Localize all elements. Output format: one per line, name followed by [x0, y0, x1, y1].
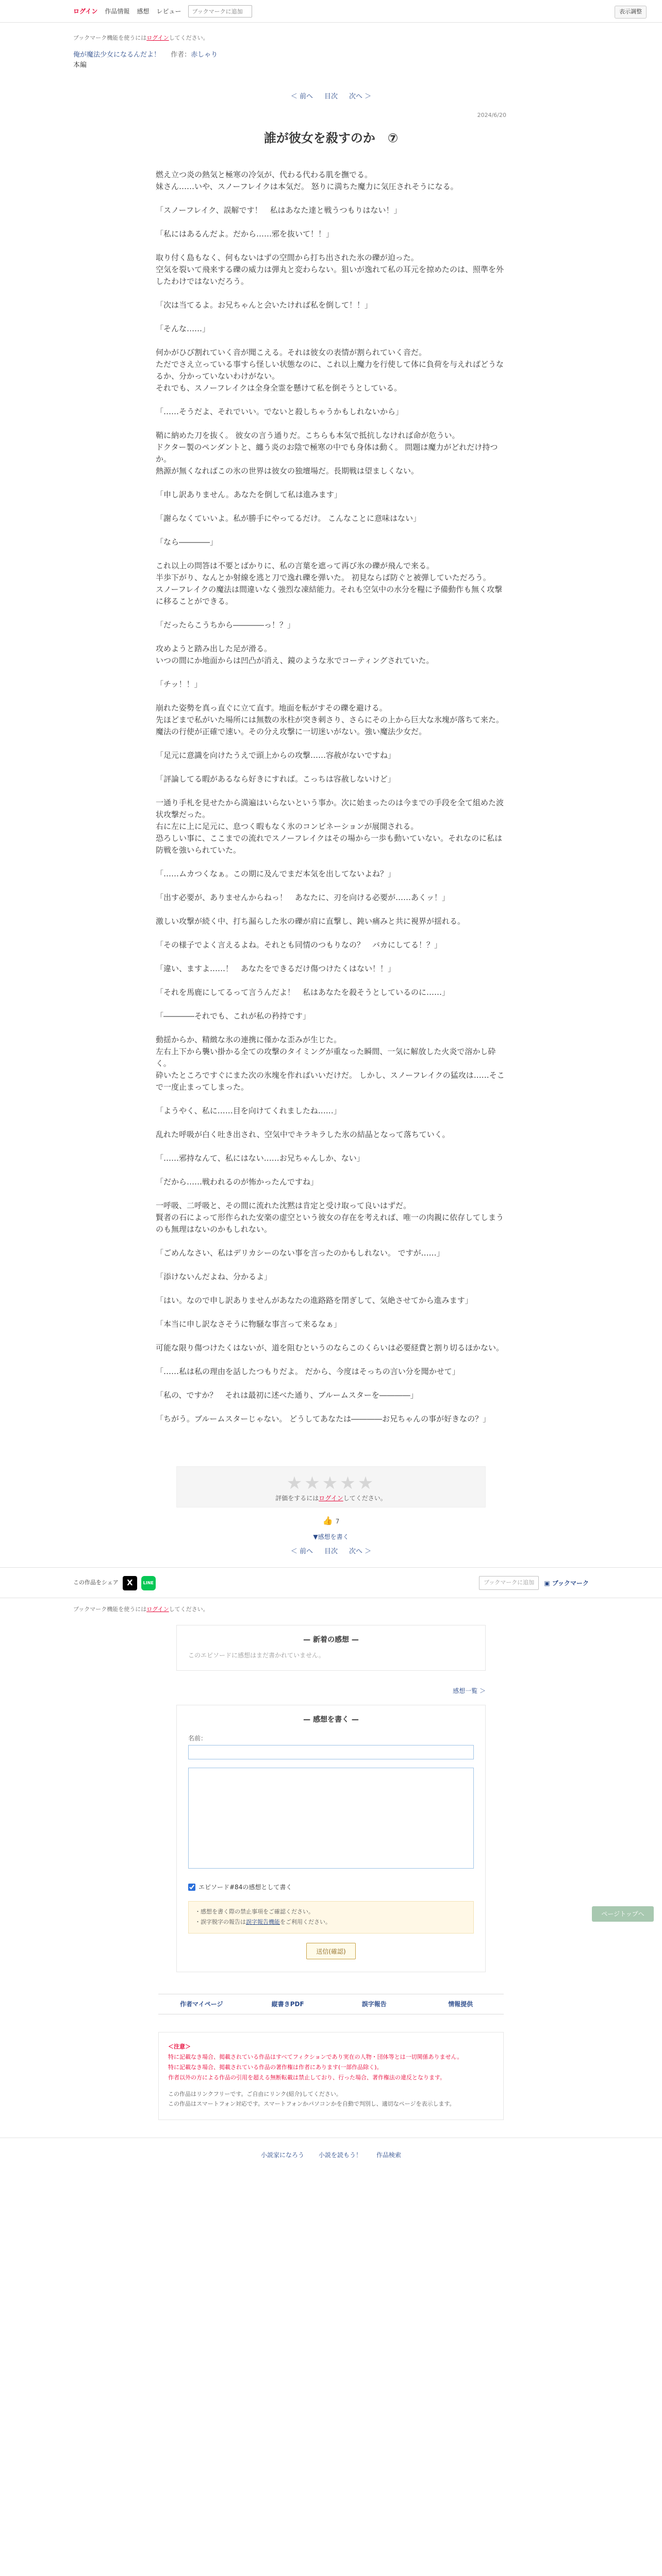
reaction-count: 7	[335, 1518, 340, 1526]
novel-paragraph: 「評論してる暇があるなら好きにすれば。こっちは容赦しないけど」	[156, 774, 395, 784]
novel-paragraph	[156, 975, 506, 987]
novel-paragraph: 崩れた姿勢を真っ直ぐに立て直す。地面を転がすその礫を避ける。	[156, 703, 387, 713]
novel-paragraph: 一呼吸、二呼吸と、その間に流れた沈黙は肯定と受け取って良いはずだ。	[156, 1201, 411, 1211]
novel-paragraph	[156, 690, 506, 702]
novel-paragraph: 「はい。なので申し訳ありませんがあなたの進路路を閉ぎして、気絶させてから進みます」	[156, 1296, 473, 1306]
novel-paragraph: 「謝らなくていいよ。私が勝手にやってるだけ。 こんなことに意味はない」	[156, 514, 421, 523]
display-settings-button[interactable]: 表示調整	[615, 6, 647, 19]
novel-paragraph	[156, 904, 506, 916]
episode-checkbox[interactable]	[188, 1884, 195, 1891]
novel-paragraph: 激しい攻撃が続く中、打ち漏らした氷の礫が肩に直撃し、鈍い痛みと共に視界が揺れる。	[156, 917, 466, 926]
caution-red-line: 特に記載なき場合、掲載されている作品の著作権は作者にあります(一部作品除く)。	[168, 2063, 383, 2071]
novel-paragraph: 「スノーフレイク、誤解です！ 私はあなた達と戦うつもりはない！」	[156, 206, 402, 215]
star-icon[interactable]: ★	[357, 1473, 376, 1494]
novel-paragraph: 「だから……戦われるのが怖かったんですね」	[156, 1177, 319, 1187]
episode-checkbox-row[interactable]: エピソード#84の感想として書く	[188, 1883, 474, 1892]
thumbs-up-icon: 👍	[322, 1516, 333, 1526]
novel-paragraph: 乱れた呼吸が白く吐き出され、空気中でキラキラした氷の結晶となって落ちていく。	[156, 1130, 450, 1140]
share-toolbar	[0, 1567, 662, 1598]
novel-paragraph: 魔法の行使が正確で速い。その分え攻撃に一切迷いがない。強い魔法少女だ。	[156, 727, 427, 737]
novel-paragraph: 砕いたところですぐにまた次の氷塊を作ればいいだけだ。 しかし、スノーフレイクの猛攻は……そこで一度止まってしまった。	[156, 1071, 505, 1092]
novel-paragraph	[156, 1378, 506, 1389]
author-link[interactable]: 赤しゃり	[191, 50, 218, 59]
submit-button[interactable]: 送信(確認)	[306, 1943, 356, 1959]
novel-paragraph	[156, 548, 506, 560]
prev-link[interactable]: ＜ 前へ	[290, 93, 313, 101]
novel-paragraph	[156, 856, 506, 868]
bookmark-add-disabled[interactable]: ブックマークに追加	[479, 1576, 539, 1590]
novel-paragraph	[156, 1330, 506, 1342]
novel-paragraph	[156, 1259, 506, 1271]
novel-paragraph: 右に左に上に足元に、息つく暇もなく氷のコンビネーションが展開される。	[156, 822, 419, 832]
novel-paragraph	[156, 1022, 506, 1034]
caution-gray-line: この作品はリンクフリーです。ご自由にリンク(紹介)してください。	[168, 2090, 342, 2097]
info-report-link[interactable]: 情報提供	[448, 2001, 473, 2008]
novel-paragraph: 半歩下がり、なんとか射線を逃と刀で逸れ礫を弾いた。 初見ならば防ぐと被弾していただろう。	[156, 573, 491, 583]
caution-box	[158, 2032, 504, 2120]
novel-paragraph	[156, 927, 506, 939]
next-link[interactable]: 次へ ＞	[349, 93, 372, 101]
novel-paragraph: 動揺からか、精緻な氷の連携に僅かな歪みが生じた。	[156, 1035, 342, 1045]
vertical-pdf-link[interactable]: 縦書きPDF	[271, 2001, 304, 2008]
nav-reviews[interactable]: レビュー	[156, 8, 181, 15]
typo-report-link[interactable]: 誤字報告機能	[246, 1919, 280, 1926]
novel-paragraph	[156, 1307, 506, 1318]
bookmark-icon: ▣	[544, 1579, 552, 1587]
novel-paragraph	[156, 880, 506, 892]
notice-login-link[interactable]: ログイン	[146, 1605, 169, 1613]
novel-paragraph: 「チッ！！」	[156, 680, 202, 689]
impressions-list-link[interactable]: 感想一覧 ＞	[453, 1687, 486, 1695]
prev-link[interactable]: ＜ 前へ	[290, 1548, 313, 1556]
bookmark-notice: ブックマーク機能を使うにはログインしてください。	[73, 35, 209, 41]
novel-body	[156, 169, 506, 1425]
novel-paragraph: 「違い、ますよ……！ あなたをできるだけ傷つけたくはない！！」	[156, 964, 396, 974]
reaction-button[interactable]	[0, 1515, 662, 1527]
nav-impressions[interactable]: 感想	[137, 8, 150, 15]
novel-paragraph	[156, 1164, 506, 1176]
novel-paragraph: 先ほどまで私がいた場所には無数の氷柱が突き刺さり、さらにその上から巨大な氷塊が落ちて来た。	[156, 715, 504, 725]
star-icon[interactable]: ★	[322, 1473, 340, 1494]
author-mypage-link[interactable]: 作者マイページ	[179, 2001, 223, 2008]
novel-paragraph	[156, 998, 506, 1010]
novel-paragraph: 左右上下から襲い掛かる全ての攻撃のタイミングが重なった瞬間、一気に解放した火炎で溶かし砕く。	[156, 1047, 496, 1069]
novel-paragraph: 「本当に申し訳なさそうに物騒な事言って来るなぁ」	[156, 1319, 342, 1329]
novel-paragraph	[156, 477, 506, 489]
toc-link[interactable]: 目次	[324, 1548, 338, 1556]
novel-paragraph	[156, 335, 506, 347]
caution-red-line: 特に記載なき場合、掲載されている作品はすべてフィクションであり実在の人物・団体等とは一切関係ありません。	[168, 2054, 463, 2061]
write-impression-link[interactable]: ▼感想を書く	[313, 1533, 349, 1541]
novel-paragraph: 「次は当てるよ。お兄ちゃんと会いたければ私を倒して！！」	[156, 300, 373, 310]
novel-paragraph: 「添けないんだよね、分かるよ」	[156, 1272, 272, 1282]
publish-date: 2024/6/20	[477, 111, 506, 118]
novel-paragraph	[156, 1235, 506, 1247]
novel-paragraph: 賢者の石によって形作られた安楽の虚空という彼女の存在を考えれば、唯一の肉親に依存してしまうのも無理はないのかもしれない。	[156, 1213, 504, 1234]
share-x-icon[interactable]: X	[123, 1576, 137, 1590]
novel-paragraph	[156, 240, 506, 252]
toc-link[interactable]: 目次	[324, 93, 338, 101]
name-input[interactable]	[188, 1745, 474, 1759]
pager-top	[0, 71, 662, 107]
novel-paragraph: これ以上の問答は不要とばかりに、私の言葉を遮って再び氷の礫が飛んで来る。	[156, 561, 435, 571]
rating-stars[interactable]	[177, 1473, 485, 1494]
novel-paragraph	[156, 1401, 506, 1413]
bookmark-add-field[interactable]	[188, 5, 252, 18]
impression-form-title: — 感想を書く —	[303, 1716, 359, 1724]
novel-paragraph: 恐ろしい事に、ここまでの流れでスノーフレイクはその場から一歩も動いていない。それなのに私は防戦を強いられていた。	[156, 834, 503, 855]
novel-paragraph	[156, 761, 506, 773]
share-line-icon[interactable]: LINE	[141, 1576, 156, 1590]
rating-box	[176, 1466, 486, 1507]
novel-paragraph	[156, 524, 506, 536]
latest-impressions-title: — 新着の感想 —	[303, 1636, 359, 1645]
pager-bottom	[0, 1541, 662, 1567]
novel-paragraph	[156, 738, 506, 750]
novel-paragraph	[156, 1141, 506, 1153]
novel-paragraph: 熱源が無くなればこの氷の世界は彼女の独壇場だ。長期戦は望ましくない。	[156, 466, 419, 476]
series-info	[73, 50, 589, 72]
novel-paragraph	[156, 1117, 506, 1129]
novel-paragraph	[156, 667, 506, 679]
novel-paragraph: 「ごめんなさい、私はデリカシーのない事を言ったのかもしれない。 ですが……」	[156, 1248, 444, 1258]
novel-paragraph: 一通り手札を見せたから満遍はいらないという事か。次に始まったのは今までの手段を全て組めた波状攻撃だった。	[156, 798, 504, 820]
novel-paragraph: 「ちがう。ブルームスターじゃない。 どうしてあなたは――――お兄ちゃんの事が好きなの？」	[156, 1414, 491, 1424]
novel-paragraph: 「申し訳ありません。あなたを倒して私は進みます」	[156, 490, 342, 500]
novel-paragraph	[156, 501, 506, 513]
novel-paragraph: 「そんな……」	[156, 324, 210, 334]
novel-paragraph	[156, 287, 506, 299]
novel-paragraph: 妹さん……いや、スノーフレイクは本気だ。 怒りに満ちた魔力に気圧されそうになる。	[156, 182, 458, 192]
novel-paragraph	[156, 311, 506, 323]
site-link-narou[interactable]: 小説家になろう	[260, 2151, 304, 2159]
novel-paragraph: 「……私は私の理由を話したつもりだよ。 だから、今度はそっちの言い分を聞かせて」	[156, 1367, 460, 1377]
novel-paragraph: 「――――それでも、これが私の矜持です」	[156, 1011, 311, 1021]
impression-textarea[interactable]	[188, 1768, 474, 1869]
rating-note: 評価をするにはログインしてください。	[275, 1495, 387, 1502]
novel-paragraph	[156, 394, 506, 406]
login-link[interactable]: ログイン	[73, 8, 98, 15]
novel-paragraph	[156, 631, 506, 643]
novel-paragraph: 「……邪持なんて、私にはない……お兄ちゃんしか、ない」	[156, 1154, 365, 1163]
novel-paragraph: 燃え立つ炎の熱気と極寒の冷気が、代わる代わる肌を撫でる。	[156, 170, 373, 180]
novel-paragraph: 空気を裂いて飛来する礫の威力は弾丸と変わらない。狙いが逸れて私の耳元を掠めたのは、照準を外したわけではないだろう。	[156, 265, 504, 286]
share-label: この作品をシェア	[73, 1579, 119, 1586]
novel-paragraph: 「出す必要が、ありませんからねっ！ あなたに、刃を向ける必要が……あくッ！」	[156, 893, 450, 903]
novel-paragraph: 「なら――――」	[156, 537, 218, 547]
novel-paragraph: 「私にはあるんだよ。だから……邪を抜いて！！」	[156, 229, 334, 239]
impression-form	[176, 1705, 486, 1972]
site-link-yomou[interactable]: 小説を読もう！	[318, 2151, 362, 2159]
novel-paragraph: ただでさえ立っている事すら怪しい状態なのに、これ以上魔力を行使して体に負荷を与えればどうなるか、分かっていないわけがない。	[156, 360, 504, 381]
novel-paragraph: 「だったらこうちから――――っ！？」	[156, 620, 295, 630]
novel-paragraph: 「……ムカつくなぁ。この期に及んでまだ本気を出してないよね？」	[156, 869, 396, 879]
typo-report-footer-link[interactable]: 誤字報告	[361, 2001, 387, 2008]
impression-warning: ・感想を書く際の禁止事項をご確認ください。 ・誤字脱字の報告は誤字報告機能をご利用ください。	[188, 1901, 474, 1934]
novel-paragraph: 鞘に納めた刀を抜く。 彼女の言う通りだ。こちらも本気で抵抗しなければ命が危うい。	[156, 431, 460, 440]
star-icon[interactable]: ★	[340, 1473, 358, 1494]
bookmark-link[interactable]: ▣ ブックマーク	[544, 1579, 589, 1587]
name-label: 名前：	[188, 1735, 207, 1742]
site-footer	[0, 2138, 662, 2170]
star-icon[interactable]: ★	[304, 1473, 322, 1494]
latest-impressions	[176, 1625, 486, 1671]
series-title-link[interactable]: 俺が魔法少女になるんだよ！	[73, 50, 161, 59]
novel-paragraph: それでも、スノーフレイクは全身全霊を懸けて私を倒そうとしている。	[156, 383, 402, 393]
page-top-button[interactable]: ページトップへ	[592, 1906, 654, 1922]
novel-paragraph: ドクター製のペンダントと、纏う炎のお陰で極寒の中でも身体は動く。 問題は魔力がどれだけ持つか。	[156, 443, 498, 464]
nav-work-info[interactable]: 作品情報	[105, 8, 130, 15]
novel-paragraph	[156, 1188, 506, 1200]
novel-paragraph: 攻めようと踏み出した足が滑る。	[156, 644, 272, 654]
novel-paragraph: 「足元に意識を向けたうえで頭上からの攻撃……容赦がないですね」	[156, 751, 396, 760]
novel-paragraph: 取り付く島もなく、何もないはずの空間から打ち出された氷の礫が迫った。	[156, 253, 419, 263]
footer-links	[158, 1994, 504, 2014]
novel-paragraph: 「ようやく、私に……目を向けてくれましたね……」	[156, 1106, 341, 1116]
author-label: 作者：	[171, 50, 191, 59]
novel-paragraph	[156, 951, 506, 963]
caution-red-line: 作者以外の方による作品の引用を超える無断転載は禁止しており、行った場合、著作権法の違反となります。	[168, 2074, 446, 2081]
novel-paragraph: 「私の、ですか？ それは最初に述べた通り、ブルームスターを――――」	[156, 1391, 418, 1400]
novel-paragraph: 「それを馬鹿にしてるって言うんだよ！ 私はあなたを殺そうとしているのに……」	[156, 988, 450, 997]
star-icon[interactable]: ★	[286, 1473, 305, 1494]
notice-login-link[interactable]: ログイン	[146, 35, 169, 41]
chapter-link[interactable]: 本編	[73, 61, 87, 70]
novel-paragraph: いつの間にか地面からは凹凸が消え、鏡のような氷でコーティングされていた。	[156, 656, 434, 666]
novel-paragraph	[156, 1283, 506, 1295]
caution-gray-line: この作品はスマートフォン対応です。スマートフォンかパソコンかを自動で判別し、適切なページを表示します。	[168, 2100, 455, 2108]
novel-paragraph	[156, 607, 506, 619]
novel-paragraph	[156, 785, 506, 797]
bookmark-notice-bottom: ブックマーク機能を使うにはログインしてください。	[73, 1605, 209, 1613]
episode-title: 誰が彼女を殺すのか ⑦	[263, 131, 399, 146]
novel-paragraph: スノーフレイクの魔法は間違いなく強烈な凍結能力。それも空気中の水分を糧に予備動作も無く攻撃に移ることができる。	[156, 585, 503, 606]
novel-paragraph: 「……そうだよ、それでいい。でないと殺しちゃうかもしれないから」	[156, 407, 404, 417]
novel-paragraph	[156, 1354, 506, 1366]
next-link[interactable]: 次へ ＞	[349, 1548, 372, 1556]
novel-paragraph: 「その様子でよく言えるよね。それとも同情のつもりなの？ バカにしてる！？」	[156, 940, 442, 950]
top-header	[0, 0, 662, 23]
novel-paragraph	[156, 216, 506, 228]
novel-paragraph	[156, 193, 506, 205]
novel-paragraph	[156, 1093, 506, 1105]
novel-paragraph: 何かがひび割れていく音が聞こえる。それは彼女の表情が割られていく音だ。	[156, 348, 427, 358]
no-impressions-text: このエピソードに感想はまだ書かれていません。	[188, 1652, 325, 1659]
site-link-search[interactable]: 作品検索	[376, 2151, 402, 2159]
caution-title: ＜注意＞	[168, 2043, 191, 2050]
novel-paragraph: 可能な限り傷つけたくはないが、道を阻むというのならこのくらいは必要経費と割り切るほかない。	[156, 1343, 504, 1353]
rating-login-link[interactable]: ログイン	[319, 1495, 343, 1502]
novel-paragraph	[156, 418, 506, 430]
